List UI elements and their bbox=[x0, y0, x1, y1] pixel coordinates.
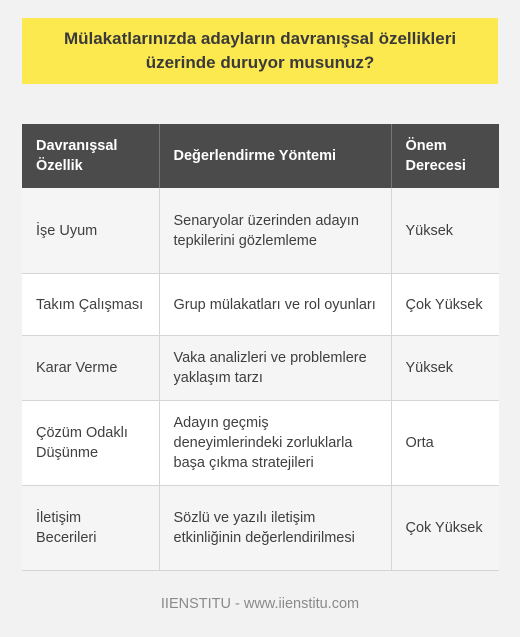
cell-trait: Takım Çalışması bbox=[22, 274, 159, 336]
cell-method: Vaka analizleri ve problemlere yaklaşım tarzı bbox=[159, 336, 391, 401]
comparison-table bbox=[22, 124, 499, 571]
column-header-trait: Davranışsal Özellik bbox=[22, 124, 159, 188]
table-header-row bbox=[22, 124, 499, 188]
footer-credit: IIENSTITU - www.iienstitu.com bbox=[160, 596, 360, 612]
table-row bbox=[22, 274, 499, 336]
cell-importance: Yüksek bbox=[391, 336, 499, 401]
title-banner bbox=[22, 18, 498, 84]
cell-method: Adayın geçmiş deneyimlerindeki zorluklarla başa çıkma stratejileri bbox=[159, 401, 391, 486]
table-row bbox=[22, 486, 499, 571]
cell-method: Sözlü ve yazılı iletişim etkinliğinin değerlendirilmesi bbox=[159, 486, 391, 571]
cell-trait: İşe Uyum bbox=[22, 188, 159, 274]
cell-trait: Çözüm Odaklı Düşünme bbox=[22, 401, 159, 486]
table-row bbox=[22, 336, 499, 401]
table-row bbox=[22, 401, 499, 486]
cell-method: Senaryolar üzerinden adayın tepkilerini gözlemleme bbox=[159, 188, 391, 274]
page-title: Mülakatlarınızda adayların davranışsal özellikleri üzerinde duruyor musunuz? bbox=[63, 29, 457, 72]
cell-trait: Karar Verme bbox=[22, 336, 159, 401]
table-row bbox=[22, 188, 499, 274]
cell-trait: İletişim Becerileri bbox=[22, 486, 159, 571]
cell-method: Grup mülakatları ve rol oyunları bbox=[159, 274, 391, 336]
column-header-importance: Önem Derecesi bbox=[391, 124, 499, 188]
cell-importance: Çok Yüksek bbox=[391, 274, 499, 336]
column-header-method: Değerlendirme Yöntemi bbox=[159, 124, 391, 188]
cell-importance: Çok Yüksek bbox=[391, 486, 499, 571]
cell-importance: Orta bbox=[391, 401, 499, 486]
cell-importance: Yüksek bbox=[391, 188, 499, 274]
